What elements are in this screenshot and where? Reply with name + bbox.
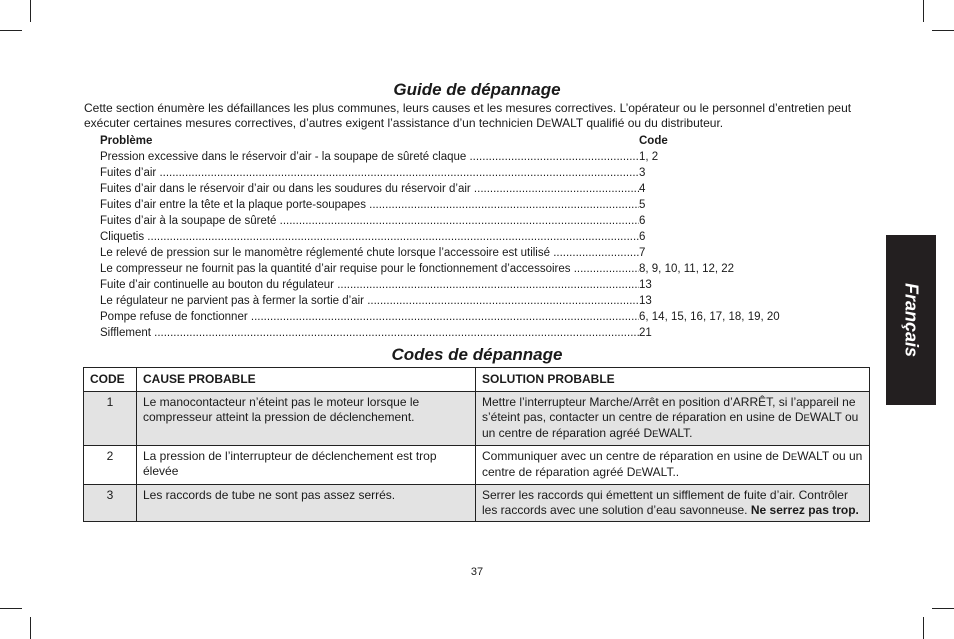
problem-row: Fuites d’air ..... 3 — [100, 165, 800, 181]
problem-row: Fuites d’air dans le réservoir d’air ou dans les soudures du réservoir d’air ..... 4 — [100, 181, 800, 197]
cause-cell: Le manocontacteur n’éteint pas le moteur lorsque le compresseur atteint la pression de déclenchement. — [137, 392, 476, 446]
problem-row: Fuite d’air continuelle au bouton du régulateur ..... 13 — [100, 277, 800, 293]
problem-row: Pression excessive dans le réservoir d’air - la soupape de sûreté claque ..... 1, 2 — [100, 149, 800, 165]
code-cell: 1 — [84, 392, 137, 446]
problem-row: Sifflement ..... 21 — [100, 325, 800, 341]
problem-row: Le compresseur ne fournit pas la quantité d’air requise pour le fonctionnement d’accessoires ..... 8, 9, 10, 11, 12, 22 — [100, 261, 800, 277]
code-cell: 2 — [84, 446, 137, 485]
problem-list-header — [100, 133, 800, 149]
solution-header: SOLUTION PROBABLE — [476, 368, 870, 392]
solution-cell: Mettre l’interrupteur Marche/Arrêt en position d’ARRÊT, si l’appareil ne s’éteint pas, contacter un centre de réparation en usine de DEWALT ou un centre de réparation agréé DEWALT. — [476, 392, 870, 446]
language-tab-label: Français — [901, 282, 922, 358]
crop-mark — [923, 617, 924, 639]
crop-mark — [30, 0, 31, 22]
crop-mark — [0, 608, 22, 609]
crop-mark — [30, 617, 31, 639]
intro-paragraph: Cette section énumère les défaillances les plus communes, leurs causes et les mesures correctives. L’opérateur ou le personnel d’entretien peut exécuter certaines mesures correctives, d’autres exigent l’assistance d’un technicien DEWALT qualifié ou du distributeur. — [84, 101, 852, 130]
codes-title: Codes de dépannage — [391, 345, 563, 364]
problem-row: Cliquetis ..... 6 — [100, 229, 800, 245]
cause-cell: La pression de l’interrupteur de déclenchement est trop élevée — [137, 446, 476, 485]
troubleshooting-table — [83, 367, 870, 522]
problem-row: Fuites d’air entre la tête et la plaque porte-soupapes ..... 5 — [100, 197, 800, 213]
cause-header: CAUSE PROBABLE — [137, 368, 476, 392]
page-title: Guide de dépannage — [393, 80, 561, 99]
problem-column-header: Problème — [100, 135, 153, 147]
crop-mark — [932, 608, 954, 609]
problem-row: Pompe refuse de fonctionner ..... 6, 14, 15, 16, 17, 18, 19, 20 — [100, 309, 800, 325]
problem-row: Fuites d’air à la soupape de sûreté ..... 6 — [100, 213, 800, 229]
problem-row: Le régulateur ne parvient pas à fermer la sortie d’air ..... 13 — [100, 293, 800, 309]
table-row — [84, 446, 870, 485]
solution-cell: Communiquer avec un centre de réparation en usine de DEWALT ou un centre de réparation agréé DEWALT.. — [476, 446, 870, 485]
crop-mark — [0, 30, 22, 31]
page-number: 37 — [470, 566, 484, 578]
table-row — [84, 392, 870, 446]
crop-mark — [932, 30, 954, 31]
problem-list — [100, 133, 800, 341]
crop-mark — [923, 0, 924, 22]
code-column-header: Code — [639, 135, 668, 147]
table-row — [84, 485, 870, 522]
solution-cell: Serrer les raccords qui émettent un sifflement de fuite d’air. Contrôler les raccords avec une solution d’eau savonneuse. Ne serrez pas trop. — [476, 485, 870, 522]
code-cell: 3 — [84, 485, 137, 522]
problem-row: Le relevé de pression sur le manomètre réglementé chute lorsque l’accessoire est utilisé ..... 7 — [100, 245, 800, 261]
code-header: CODE — [84, 368, 137, 392]
table-header-row — [84, 368, 870, 392]
language-tab — [886, 235, 936, 405]
cause-cell: Les raccords de tube ne sont pas assez serrés. — [137, 485, 476, 522]
